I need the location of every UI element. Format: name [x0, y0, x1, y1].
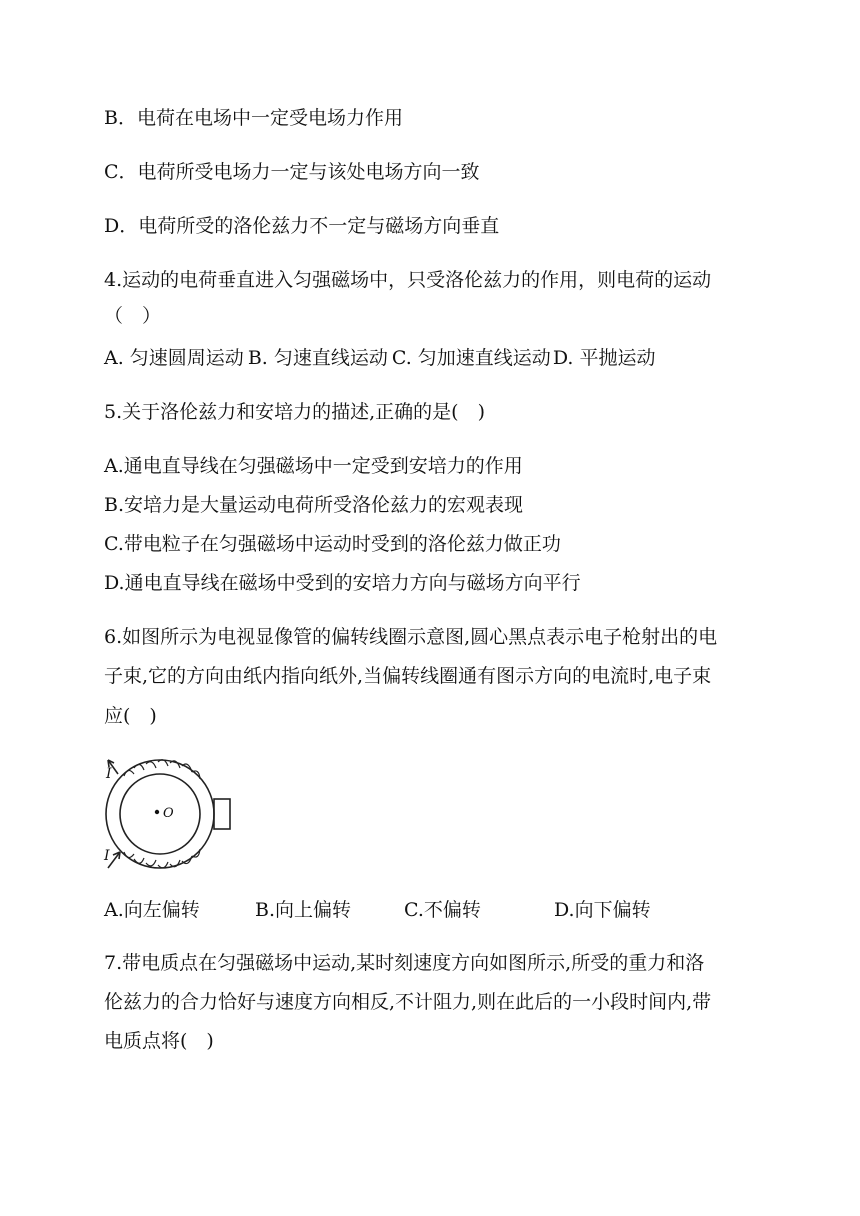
q3-option-b: B．电荷在电场中一定受电场力作用	[104, 107, 403, 129]
q7-stem-line3: 电质点将( )	[104, 1030, 214, 1052]
q6-options	[104, 898, 651, 922]
coil-windings-bottom	[124, 849, 200, 868]
coil-connector-box	[214, 799, 230, 829]
q6-stem-line2: 子束,它的方向由纸内指向纸外,当偏转线圈通有图示方向的电流时,电子束	[104, 665, 712, 687]
q6-option-a: A.向左偏转	[104, 899, 200, 921]
q4-option-a: A. 匀速圆周运动	[104, 347, 244, 369]
center-label: O	[163, 806, 174, 821]
q4-stem-line1: 4.运动的电荷垂直进入匀强磁场中，只受洛伦兹力的作用，则电荷的运动	[104, 269, 712, 291]
q3-option-c: C．电荷所受电场力一定与该处电场方向一致	[104, 161, 480, 183]
q5-option-c: C.带电粒子在匀强磁场中运动时受到的洛伦兹力做正功	[104, 533, 561, 555]
q5-option-a: A.通电直导线在匀强磁场中一定受到安培力的作用	[104, 455, 523, 477]
q4-option-c: C. 匀加速直线运动	[391, 347, 551, 369]
q4-option-d: D. 平抛运动	[552, 347, 656, 369]
q6-option-b: B.向上偏转	[255, 899, 352, 921]
coil-windings-top	[124, 760, 200, 779]
q7-stem-line2: 伦兹力的合力恰好与速度方向相反,不计阻力,则在此后的一小段时间内,带	[104, 991, 712, 1013]
q5-option-b: B.安培力是大量运动电荷所受洛伦兹力的宏观表现	[104, 494, 524, 516]
coil-outer-ring	[106, 760, 214, 868]
current-label-bottom: I	[104, 848, 110, 864]
q4-stem-line2: （ ）	[104, 305, 162, 327]
deflection-coil-figure	[100, 752, 240, 874]
q6-option-c: C.不偏转	[404, 899, 481, 921]
q3-option-d: D．电荷所受的洛伦兹力不一定与磁场方向垂直	[104, 215, 500, 237]
coil-inner-ring	[120, 774, 200, 854]
q6-stem-line1: 6.如图所示为电视显像管的偏转线圈示意图,圆心黑点表示电子枪射出的电	[104, 626, 718, 648]
electron-beam-dot	[155, 810, 159, 814]
q7-stem-line1: 7.带电质点在匀强磁场中运动,某时刻速度方向如图所示,所受的重力和洛	[104, 952, 705, 974]
q4-option-b: B. 匀速直线运动	[247, 347, 388, 369]
q6-option-d: D.向下偏转	[554, 899, 651, 921]
q6-stem-line3: 应( )	[104, 705, 157, 727]
q5-option-d: D.通电直导线在磁场中受到的安培力方向与磁场方向平行	[104, 572, 581, 594]
q4-options	[104, 346, 655, 370]
current-label-top: I	[106, 766, 112, 782]
q5-stem: 5.关于洛伦兹力和安培力的描述,正确的是( )	[104, 401, 485, 423]
